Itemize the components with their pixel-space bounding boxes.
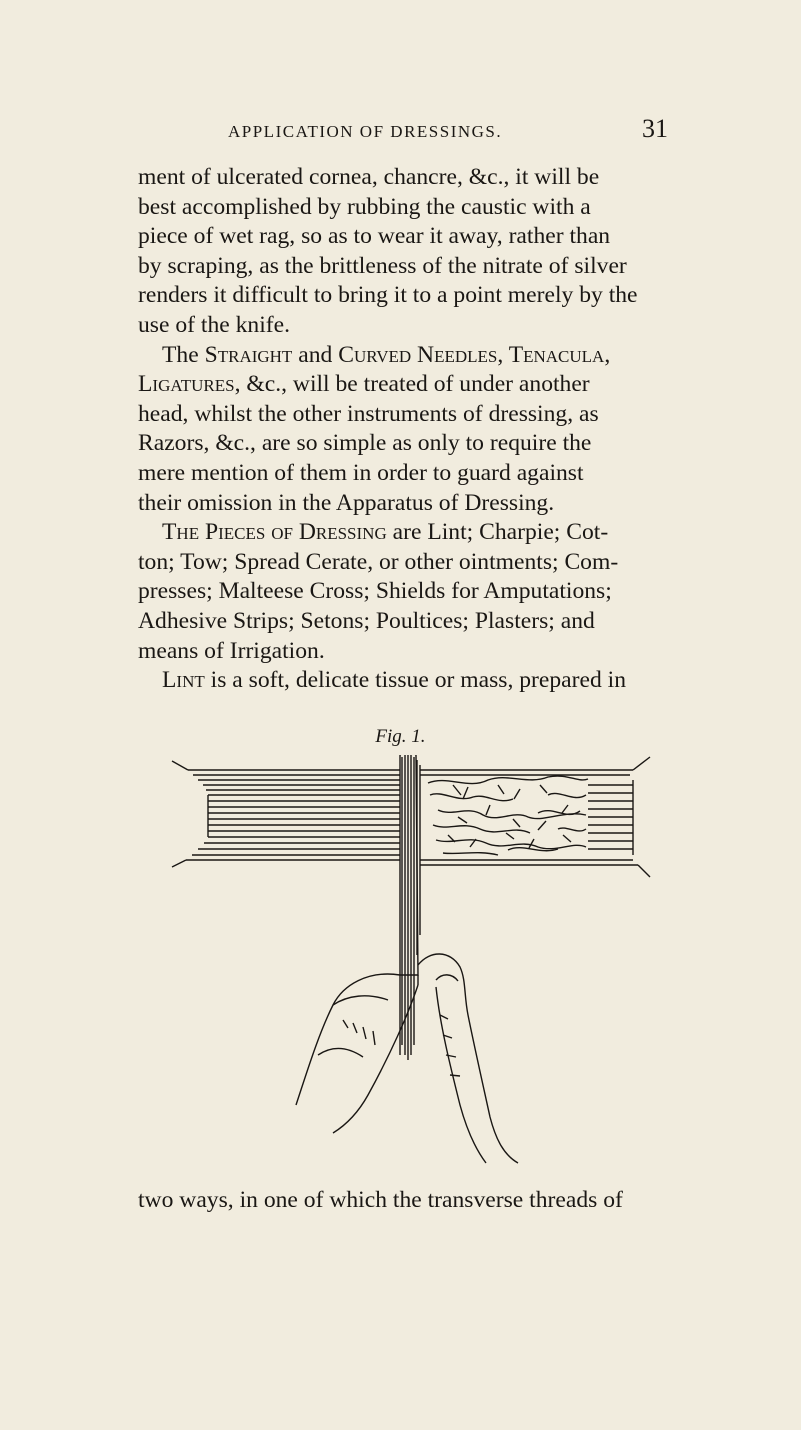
central-vertical-bundle	[400, 755, 420, 1060]
small-caps-term: Ligatures,	[138, 371, 241, 398]
text-line	[138, 1186, 720, 1216]
text-fragment: &c., will be treated of under another	[240, 371, 590, 398]
text-line	[138, 341, 720, 371]
text-line-content: Razors, &c., are so simple as only to require the	[138, 430, 592, 457]
text-line-content: their omission in the Apparatus of Dressing.	[138, 489, 555, 516]
text-line-content: piece of wet rag, so as to wear it away, rather than	[138, 223, 611, 250]
text-fragment: The	[162, 341, 205, 368]
frayed-lint-area	[420, 757, 650, 877]
text-line	[138, 489, 720, 519]
text-line-content: renders it difficult to bring it to a point merely by the	[138, 282, 638, 309]
text-fragment: and	[292, 341, 339, 368]
text-line	[138, 400, 720, 430]
text-line-content: means of Irrigation.	[138, 637, 325, 664]
text-line	[138, 370, 720, 400]
text-line	[138, 252, 720, 282]
text-fragment: is a soft, delicate tissue or mass, prepared in	[204, 667, 627, 694]
text-line	[138, 548, 720, 578]
text-line	[138, 429, 720, 459]
left-thread-bundle	[172, 761, 400, 867]
text-line	[138, 193, 720, 223]
text-line-content: Adhesive Strips; Setons; Poultices; Plasters; and	[138, 607, 595, 634]
text-fragment: are Lint; Charpie; Cot-	[386, 519, 609, 546]
text-line	[138, 637, 720, 667]
text-line	[138, 518, 720, 548]
text-line	[138, 222, 720, 252]
body-text	[138, 163, 720, 696]
text-line	[138, 311, 720, 341]
small-caps-term: The Pieces of Dressing	[162, 519, 387, 546]
text-line-content: ton; Tow; Spread Cerate, or other ointments; Com-	[138, 548, 619, 575]
text-line-content	[162, 341, 610, 371]
text-line	[138, 281, 720, 311]
text-line-content: head, whilst the other instruments of dressing, as	[138, 400, 599, 427]
small-caps-term: Straight	[204, 341, 293, 368]
text-line	[138, 666, 720, 696]
text-line-content: ment of ulcerated cornea, chancre, &c., it will be	[138, 164, 600, 190]
small-caps-term: Lint	[162, 667, 205, 694]
text-line-content: by scraping, as the brittleness of the nitrate of silver	[138, 252, 627, 279]
text-line	[138, 163, 720, 193]
running-head-title: APPLICATION OF DRESSINGS.	[228, 122, 503, 141]
text-line-content	[162, 666, 626, 696]
text-line-content: two ways, in one of which the transverse threads of	[138, 1187, 623, 1213]
text-line	[138, 577, 720, 607]
small-caps-term: Curved Needles, Tenacula,	[338, 341, 611, 368]
text-line-content: mere mention of them in order to guard against	[138, 459, 584, 486]
page-number: 31	[642, 114, 668, 143]
body-text-continued	[138, 1186, 720, 1216]
text-line-content: use of the knife.	[138, 311, 290, 338]
text-line	[138, 607, 720, 637]
lint-illustration	[168, 755, 653, 1165]
text-line-content: best accomplished by rubbing the caustic with a	[138, 193, 591, 220]
text-line-content	[162, 518, 608, 548]
text-line-content: presses; Malteese Cross; Shields for Amputations;	[138, 578, 612, 605]
text-line-content	[138, 370, 590, 400]
text-line	[138, 459, 720, 489]
figure-caption: Fig. 1.	[375, 726, 426, 747]
